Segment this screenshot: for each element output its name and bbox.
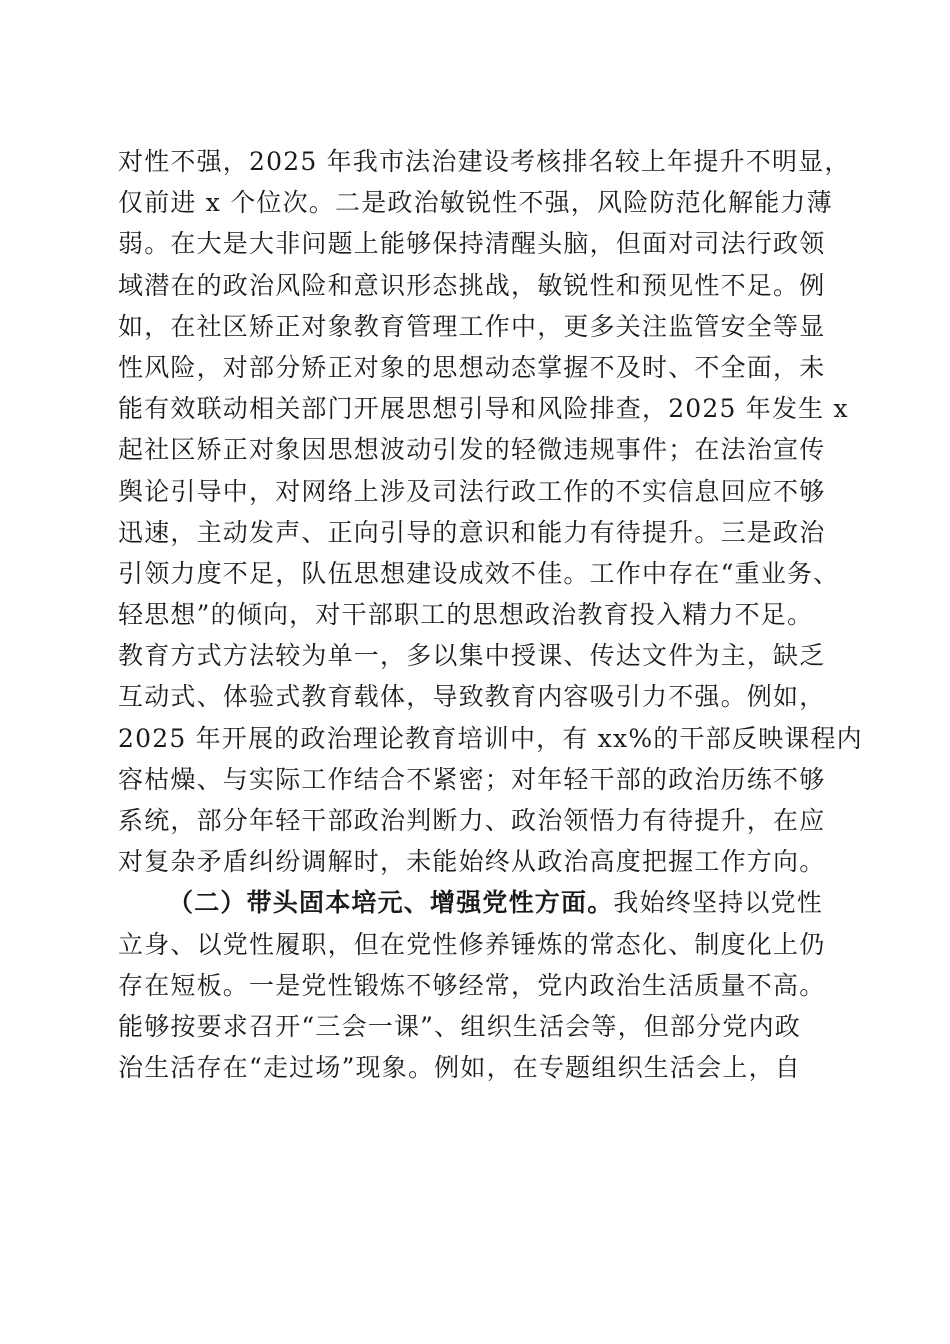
text-line: 容枯燥、与实际工作结合不紧密；对年轻干部的政治历练不够 bbox=[118, 764, 826, 794]
text-line: 轻思想”的倾向，对干部职工的思想政治教育投入精力不足。 bbox=[118, 600, 814, 630]
text-line: 起社区矫正对象因思想波动引发的轻微违规事件；在法治宣传 bbox=[118, 435, 826, 465]
document-body bbox=[118, 141, 863, 1088]
text-line: 仅前进 x 个位次。二是政治敏锐性不强，风险防范化解能力薄 bbox=[118, 188, 833, 218]
text-line: 教育方式方法较为单一，多以集中授课、传达文件为主，缺乏 bbox=[118, 641, 826, 671]
text-line: 如，在社区矫正对象教育管理工作中，更多关注监管安全等显 bbox=[118, 311, 826, 341]
text-line: 对性不强，2025 年我市法治建设考核排名较上年提升不明显， bbox=[118, 147, 851, 176]
text-line: 系统，部分年轻干部政治判断力、政治领悟力有待提升，在应 bbox=[118, 806, 826, 835]
text-line: 对复杂矛盾纠纷调解时，未能始终从政治高度把握工作方向。 bbox=[118, 847, 826, 877]
text-line: 立身、以党性履职，但在党性修养锤炼的常态化、制度化上仍 bbox=[118, 929, 826, 959]
text-line: 2025 年开展的政治理论教育培训中，有 xx%的干部反映课程内 bbox=[118, 723, 863, 753]
section-heading-line bbox=[118, 882, 838, 923]
text-line: 域潜在的政治风险和意识形态挑战，敏锐性和预见性不足。例 bbox=[118, 270, 826, 300]
text-line: 迅速，主动发声、正向引导的意识和能力有待提升。三是政治 bbox=[118, 517, 826, 547]
text-line: 引领力度不足，队伍思想建设成效不佳。工作中存在“重业务、 bbox=[118, 558, 840, 588]
text-line: 能够按要求召开“三会一课”、组织生活会等，但部分党内政 bbox=[118, 1011, 801, 1041]
text-line: 性风险，对部分矫正对象的思想动态掌握不及时、不全面，未 bbox=[118, 352, 826, 382]
text-line: 互动式、体验式教育载体，导致教育内容吸引力不强。例如， bbox=[118, 682, 826, 712]
text-line: 舆论引导中，对网络上涉及司法行政工作的不实信息回应不够 bbox=[118, 476, 826, 506]
text-line: 弱。在大是大非问题上能够保持清醒头脑，但面对司法行政领 bbox=[118, 229, 826, 259]
section-heading: （二）带头固本培元、增强党性方面。 bbox=[168, 888, 614, 918]
text-line: 治生活存在“走过场”现象。例如，在专题组织生活会上，自 bbox=[118, 1053, 801, 1083]
section-heading-rest: 我始终坚持以党性 bbox=[613, 888, 824, 918]
text-line: 能有效联动相关部门开展思想引导和风险排查，2025 年发生 x bbox=[118, 394, 849, 424]
text-line: 存在短板。一是党性锻炼不够经常，党内政治生活质量不高。 bbox=[118, 970, 826, 1000]
